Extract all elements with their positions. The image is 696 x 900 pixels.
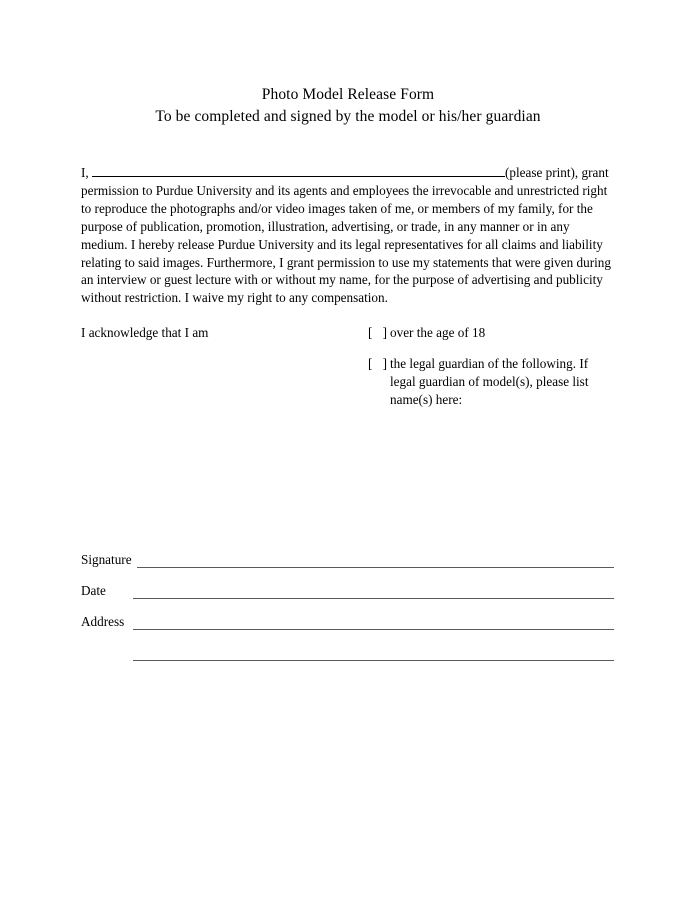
option-legal-guardian[interactable] [368,355,614,409]
lead-in-text: I, [81,165,89,180]
document-title-block [0,84,696,128]
page-title: Photo Model Release Form [261,86,435,103]
signature-label: Signature [81,552,132,567]
acknowledgement-lead: I acknowledge that I am [81,325,209,340]
signature-field-row [81,541,614,572]
address-continuation-row [81,634,614,665]
page-subtitle: To be completed and signed by the model or his/her guardian [155,108,541,125]
signature-block [81,541,614,665]
address-label: Address [81,614,125,629]
date-input-line[interactable] [133,598,614,599]
address-field-row [81,603,614,634]
option-over-18[interactable] [368,324,614,342]
address-continuation-input-line[interactable] [133,660,614,661]
please-print-note: (please print), [505,165,579,180]
release-paragraph [81,164,614,307]
release-body-block [81,164,614,307]
date-field-row [81,572,614,603]
checkbox-icon[interactable]: [ ] [368,355,389,371]
acknowledgement-options [368,324,614,409]
option-legal-guardian-label: the legal guardian of the following. If legal guardian of model(s), please list name(s) here: [390,355,589,407]
release-paragraph-text: grant permission to Purdue University and its agents and employees the irrevocable and unrestricted right to reproduce the photographs and/or video images taken of me, or members of my family, for the purpose of publication, promotion, illustration, advertising, or trade, in any manner or in any medium. I hereby release Purdue University and its legal representatives for all claims and liability relating to said images. Furthermore, I grant permission to use my statements that were given during an interview or guest lecture with or without my name, for the purpose of advertising and publicity without restriction. I waive my right to any compensation. [81,165,611,306]
name-fill-line[interactable] [92,165,505,177]
signature-input-line[interactable] [137,567,614,568]
address-input-line[interactable] [133,629,614,630]
option-over-18-label: over the age of 18 [390,325,486,340]
date-label: Date [81,583,106,598]
checkbox-icon[interactable]: [ ] [368,325,389,340]
